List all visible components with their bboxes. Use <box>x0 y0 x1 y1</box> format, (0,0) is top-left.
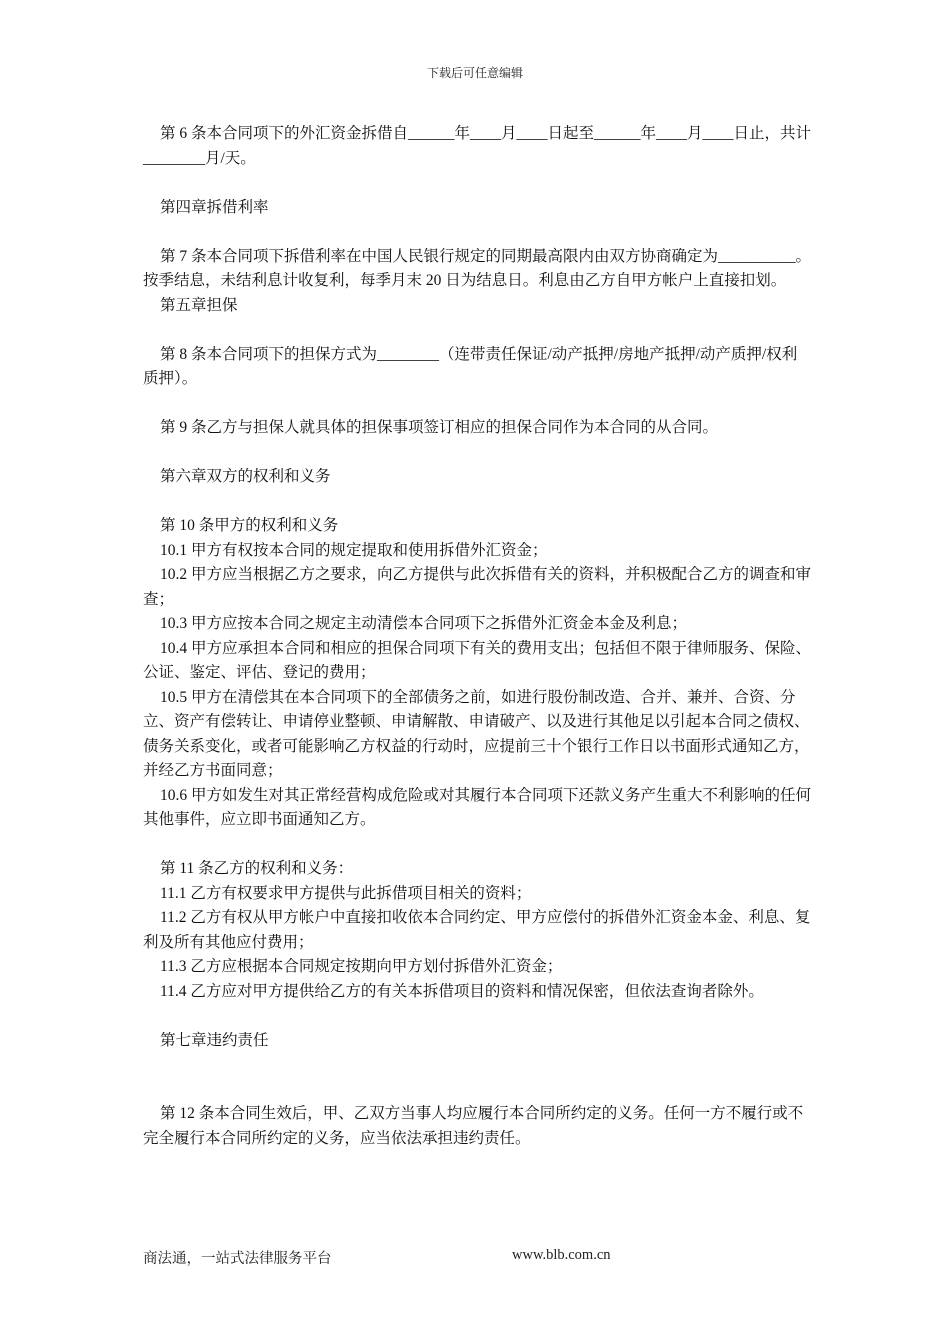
blank-line <box>143 1053 811 1078</box>
paragraph: 第 8 条本合同项下的担保方式为________（连带责任保证/动产抵押/房地产抵押/动产质押/权利质押）。 <box>143 345 798 387</box>
clause: 10.1 甲方有权按本合同的规定提取和使用拆借外汇资金； <box>160 541 548 559</box>
blank-line <box>143 490 811 515</box>
paragraph: 第 6 条本合同项下的外汇资金拆借自______年____月____日起至______年____月____日止，共计________月/天。 <box>143 125 812 167</box>
clause: 10.4 甲方应承担本合同和相应的担保合同项下有关的费用支出；包括但不限于律师服务、保险、公证、鉴定、评估、登记的费用； <box>143 639 812 681</box>
chapter-heading: 第四章拆借利率 <box>160 198 269 216</box>
clause: 11.3 乙方应根据本合同规定按期向甲方划付拆借外汇资金； <box>160 958 563 975</box>
clause: 10.2 甲方应当根据乙方之要求，向乙方提供与此次拆借有关的资料，并积极配合乙方的调查和审查； <box>143 566 812 608</box>
paragraph: 第 7 条本合同项下拆借利率在中国人民银行规定的同期最高限内由双方协商确定为__________。按季结息，未结利息计收复利，每季月末 20 日为结息日。利息由乙方自甲方帐户上直接扣划。 <box>143 247 812 289</box>
paragraph: 第 9 条乙方与担保人就具体的担保事项签订相应的担保合同作为本合同的从合同。 <box>160 419 719 436</box>
paragraph: 第 12 条本合同生效后，甲、乙双方当事人均应履行本合同所约定的义务。任何一方不履行或不完全履行本合同所约定的义务，应当依法承担违约责任。 <box>143 1105 804 1147</box>
blank-line <box>143 171 811 196</box>
page-header: 下载后可任意编辑 <box>426 66 523 80</box>
blank-line <box>143 392 811 417</box>
clause: 10.3 甲方应按本合同之规定主动清偿本合同项下之拆借外汇资金本金及利息； <box>160 615 688 632</box>
chapter-heading: 第五章担保 <box>160 296 238 314</box>
chapter-heading: 第七章违约责任 <box>160 1031 269 1049</box>
blank-line <box>143 220 811 245</box>
blank-line <box>143 833 811 858</box>
article-heading: 第 11 条乙方的权利和义务： <box>160 860 354 877</box>
clause: 10.5 甲方在清偿其在本合同项下的全部债务之前，如进行股份制改造、合并、兼并、合资、分立、资产有偿转让、申请停业整顿、申请解散、申请破产、以及进行其他足以引起本合同之债权、债务关系变化，或者可能影响乙方权益的行动时，应提前三十个银行工作日以书面形式通知乙方，并经乙方书面同意； <box>143 688 810 779</box>
document-body <box>143 122 811 1151</box>
blank-line <box>143 441 811 466</box>
footer-brand: 商法通，一站式法律服务平台 <box>143 1251 332 1267</box>
article-heading: 第 10 条甲方的权利和义务 <box>160 517 339 534</box>
clause: 11.1 乙方有权要求甲方提供与此拆借项目相关的资料； <box>160 884 532 902</box>
clause: 10.6 甲方如发生对其正常经营构成危险或对其履行本合同项下还款义务产生重大不利影响的任何其他事件，应立即书面通知乙方。 <box>143 786 812 828</box>
blank-line <box>143 1004 811 1029</box>
blank-line <box>143 1078 811 1103</box>
chapter-heading: 第六章双方的权利和义务 <box>160 468 331 485</box>
footer-url[interactable]: www.blb.com.cn <box>512 1247 611 1263</box>
clause: 11.4 乙方应对甲方提供给乙方的有关本拆借项目的资料和情况保密，但依法查询者除外。 <box>160 982 764 1000</box>
clause: 11.2 乙方有权从甲方帐户中直接扣收依本合同约定、甲方应偿付的拆借外汇资金本金、利息、复利及所有其他应付费用； <box>143 909 811 951</box>
blank-line <box>143 318 811 343</box>
